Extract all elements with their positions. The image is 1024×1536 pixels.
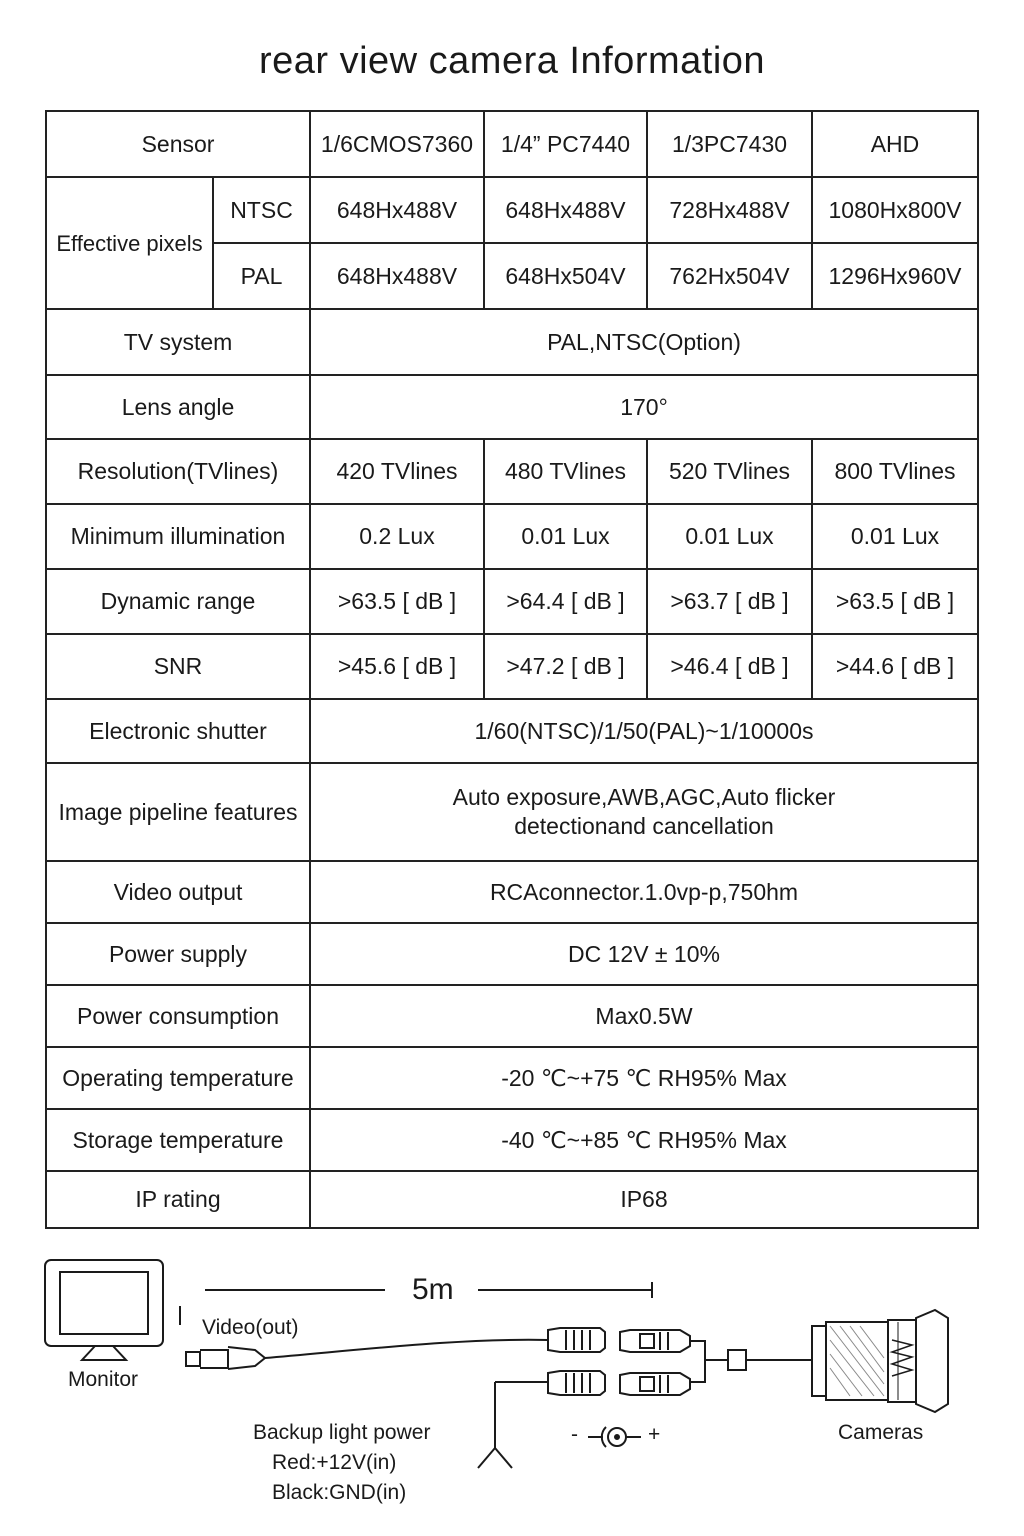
snr-value: >44.6 [ dB ] xyxy=(812,634,978,699)
sensor-model: AHD xyxy=(812,111,978,177)
ntsc-label: NTSC xyxy=(213,177,310,243)
lens-angle-label: Lens angle xyxy=(46,375,310,439)
image-pipeline-line: Auto exposure,AWB,AGC,Auto flicker xyxy=(452,784,836,810)
min-illumination-label: Minimum illumination xyxy=(46,504,310,569)
backup-black-label: Black:GND(in) xyxy=(272,1481,407,1504)
power-supply-label: Power supply xyxy=(46,923,310,985)
pixel-value: 648Hx488V xyxy=(484,177,647,243)
power-consumption-label: Power consumption xyxy=(46,985,310,1047)
monitor-label: Monitor xyxy=(68,1368,139,1391)
illumination-value: 0.01 Lux xyxy=(484,504,647,569)
snr-value: >47.2 [ dB ] xyxy=(484,634,647,699)
cameras-label: Cameras xyxy=(838,1421,924,1444)
backup-red-label: Red:+12V(in) xyxy=(272,1451,397,1474)
sensor-label: Sensor xyxy=(46,111,310,177)
electronic-shutter-value: 1/60(NTSC)/1/50(PAL)~1/10000s xyxy=(310,699,978,763)
backup-light-title: Backup light power xyxy=(253,1421,431,1444)
distance-label: 5m xyxy=(412,1273,454,1306)
tv-system-row xyxy=(46,309,978,375)
wiring-diagram xyxy=(0,1240,1024,1536)
tv-system-label: TV system xyxy=(46,309,310,375)
tv-system-value: PAL,NTSC(Option) xyxy=(310,309,978,375)
electronic-shutter-row xyxy=(46,699,978,763)
power-supply-value: DC 12V ± 10% xyxy=(310,923,978,985)
sensor-model: 1/3PC7430 xyxy=(647,111,812,177)
video-output-label: Video output xyxy=(46,861,310,923)
effective-pixels-label: Effective pixels xyxy=(46,177,213,309)
snr-value: >45.6 [ dB ] xyxy=(310,634,484,699)
snr-row xyxy=(46,634,978,699)
lens-angle-row xyxy=(46,375,978,439)
storage-temp-row xyxy=(46,1109,978,1171)
resolution-value: 520 TVlines xyxy=(647,439,812,504)
illumination-value: 0.01 Lux xyxy=(812,504,978,569)
monitor-icon xyxy=(45,1260,163,1360)
camera-cable xyxy=(690,1341,812,1382)
camera-icon xyxy=(812,1310,948,1412)
ip-rating-row xyxy=(46,1171,978,1228)
illumination-value: 0.2 Lux xyxy=(310,504,484,569)
pal-label: PAL xyxy=(213,243,310,309)
resolution-row xyxy=(46,439,978,504)
ip-rating-label: IP rating xyxy=(46,1171,310,1228)
image-pipeline-value xyxy=(310,763,978,861)
pixel-value: 1080Hx800V xyxy=(812,177,978,243)
rca-connector-video xyxy=(548,1328,690,1352)
snr-label: SNR xyxy=(46,634,310,699)
sensor-model: 1/4” PC7440 xyxy=(484,111,647,177)
wiring-diagram-drawing xyxy=(0,1240,1024,1536)
power-consumption-row xyxy=(46,985,978,1047)
polarity-minus-label: - xyxy=(571,1423,578,1446)
pixel-value: 1296Hx960V xyxy=(812,243,978,309)
operating-temp-row xyxy=(46,1047,978,1109)
spec-table xyxy=(45,110,979,1229)
rca-connector-power xyxy=(548,1371,690,1395)
operating-temp-value: -20 ℃~+75 ℃ RH95% Max xyxy=(310,1047,978,1109)
storage-temp-value: -40 ℃~+85 ℃ RH95% Max xyxy=(310,1109,978,1171)
pixel-value: 762Hx504V xyxy=(647,243,812,309)
dynamic-range-value: >63.5 [ dB ] xyxy=(310,569,484,634)
electronic-shutter-label: Electronic shutter xyxy=(46,699,310,763)
resolution-value: 420 TVlines xyxy=(310,439,484,504)
dynamic-range-value: >63.7 [ dB ] xyxy=(647,569,812,634)
image-pipeline-line: detectionand cancellation xyxy=(514,813,774,839)
operating-temp-label: Operating temperature xyxy=(46,1047,310,1109)
pixel-value: 728Hx488V xyxy=(647,177,812,243)
dynamic-range-value: >64.4 [ dB ] xyxy=(484,569,647,634)
storage-temp-label: Storage temperature xyxy=(46,1109,310,1171)
pixel-value: 648Hx488V xyxy=(310,243,484,309)
pixel-value: 648Hx504V xyxy=(484,243,647,309)
resolution-value: 480 TVlines xyxy=(484,439,647,504)
resolution-value: 800 TVlines xyxy=(812,439,978,504)
image-pipeline-label: Image pipeline features xyxy=(46,763,310,861)
power-supply-row xyxy=(46,923,978,985)
dynamic-range-label: Dynamic range xyxy=(46,569,310,634)
sensor-row xyxy=(46,111,978,177)
min-illumination-row xyxy=(46,504,978,569)
dynamic-range-value: >63.5 [ dB ] xyxy=(812,569,978,634)
page-title: rear view camera Information xyxy=(258,40,766,82)
lens-angle-value: 170° xyxy=(310,375,978,439)
sensor-model: 1/6CMOS7360 xyxy=(310,111,484,177)
illumination-value: 0.01 Lux xyxy=(647,504,812,569)
resolution-label: Resolution(TVlines) xyxy=(46,439,310,504)
video-output-row xyxy=(46,861,978,923)
ip-rating-value: IP68 xyxy=(310,1171,978,1228)
video-output-value: RCAconnector.1.0vp-p,750hm xyxy=(310,861,978,923)
dynamic-range-row xyxy=(46,569,978,634)
backup-power-wire xyxy=(478,1382,548,1468)
power-consumption-value: Max0.5W xyxy=(310,985,978,1047)
video-out-label: Video(out) xyxy=(202,1316,299,1339)
dc-polarity-icon xyxy=(588,1427,641,1447)
ntsc-row xyxy=(46,177,978,243)
polarity-plus-label: + xyxy=(648,1423,661,1446)
pixel-value: 648Hx488V xyxy=(310,177,484,243)
image-pipeline-row xyxy=(46,763,978,861)
snr-value: >46.4 [ dB ] xyxy=(647,634,812,699)
video-cable xyxy=(186,1340,548,1369)
